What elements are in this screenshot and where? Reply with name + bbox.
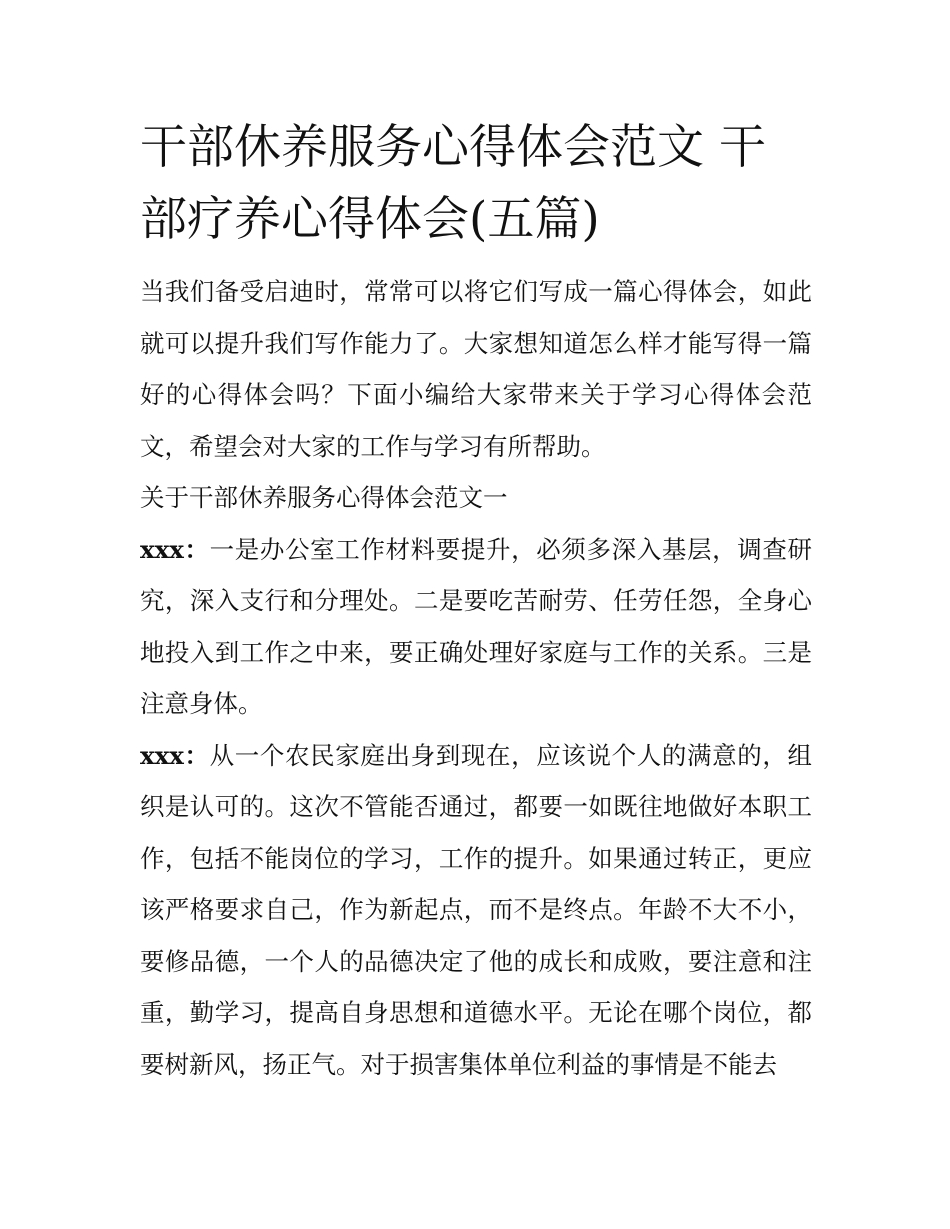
paragraph-text: 从一个农民家庭出身到现在，应该说个人的满意的，组织是认可的。这次不管能否通过，都要一如既往地做好本职工作，包括不能岗位的学习，工作的提升。如果通过转正，更应该严格要求自己，作为新起点，而不是终点。年龄不大不小，要修品德，一个人的品德决定了他的成长和成败，要注意和注重，勤学习，提高自身思想和道德水平。无论在哪个岗位，都要树新风，扬正气。对于损害集体单位利益的事情是不能去 <box>140 740 812 1079</box>
intro-paragraph: 当我们备受启迪时，常常可以将它们写成一篇心得体会，如此就可以提升我们写作能力了。大家想知道怎么样才能写得一篇好的心得体会吗？下面小编给大家带来关于学习心得体会范文，希望会对大家的工作与学习有所帮助。 <box>140 277 812 461</box>
body-paragraph-2 <box>140 730 812 1091</box>
body-paragraph-1 <box>140 524 812 730</box>
document-page <box>140 112 812 1090</box>
speaker-label: xxx： <box>140 740 210 770</box>
section-heading: 关于干部休养服务心得体会范文一 <box>140 483 508 512</box>
document-title: 干部休养服务心得体会范文 干部疗养心得体会(五篇) <box>140 120 766 247</box>
paragraph-text: 一是办公室工作材料要提升，必须多深入基层，调查研究，深入支行和分理处。二是要吃苦耐劳、任劳任怨，全身心地投入到工作之中来，要正确处理好家庭与工作的关系。三是注意身体。 <box>140 534 812 718</box>
speaker-label: xxx： <box>140 534 210 564</box>
